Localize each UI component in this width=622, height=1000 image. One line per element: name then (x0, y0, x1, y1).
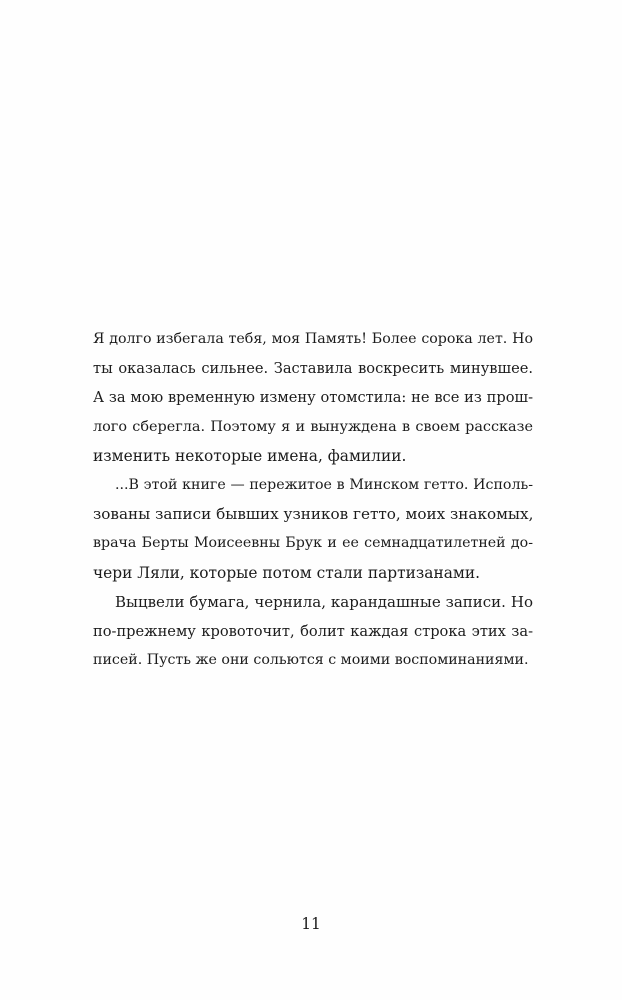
text-line: писей. Пусть же они сольются с моими воспоминаниями. (93, 652, 529, 669)
text-line: зованы записи бывших узников гетто, моих знакомых, (93, 505, 534, 524)
text-line: ты оказалась сильнее. Заставила воскресить минувшее. (93, 360, 533, 378)
page-number: 11 (301, 915, 321, 933)
text-line: А за мою временную измену отомстила: не все из прош- (93, 389, 533, 407)
text-line: чери Ляли, которые потом стали партизанами. (93, 563, 481, 582)
text-line: лого сберегла. Поэтому я и вынуждена в своем рассказе (93, 418, 533, 435)
text-line: ...В этой книге — пережитое в Минском гетто. Исполь- (115, 476, 533, 493)
text-line: Я долго избегала тебя, моя Память! Более сорока лет. Но (93, 331, 533, 347)
body-text (93, 325, 533, 675)
text-line: Выцвели бумага, чернила, карандашные записи. Но (115, 592, 533, 611)
text-line: врача Берты Моисеевны Брук и ее семнадцатилетней до- (93, 535, 533, 552)
text-line: по-прежнему кровоточит, болит каждая строка этих за- (93, 622, 533, 640)
text-line: изменить некоторые имена, фамилии. (93, 446, 407, 465)
